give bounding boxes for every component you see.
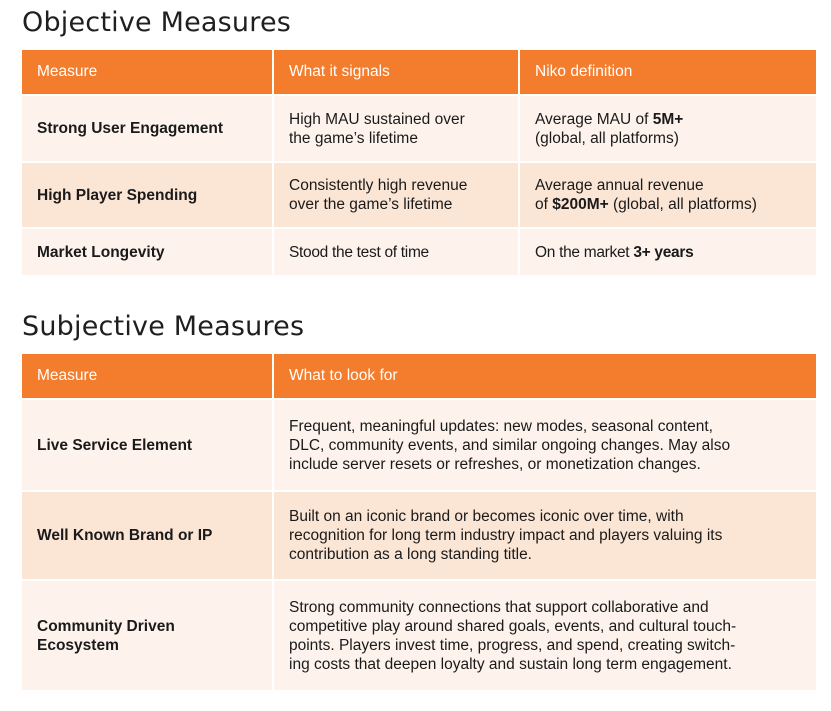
- definition-value: 3+ years: [633, 243, 694, 261]
- signal-cell: [273, 162, 519, 228]
- definition-cell: [519, 228, 816, 275]
- definition-text: On the market: [535, 243, 634, 261]
- signal-line: High MAU sustained over: [289, 110, 465, 128]
- table-row: [22, 399, 816, 491]
- definition-text: (global, all platforms): [608, 196, 757, 213]
- description-cell: [273, 580, 816, 690]
- measure-cell: Well Known Brand or IP: [22, 491, 273, 580]
- header-measure: Measure: [22, 50, 273, 95]
- objective-measures-table: [22, 50, 816, 275]
- header-measure: Measure: [22, 354, 273, 399]
- description-line: Built on an iconic brand or becomes iconic over time, with: [289, 508, 684, 525]
- description-line: Strong community connections that support collaborative and: [289, 598, 709, 616]
- table-row: [22, 491, 816, 580]
- signal-line: over the game’s lifetime: [289, 196, 453, 213]
- measure-cell: Market Longevity: [22, 228, 273, 275]
- measure-cell: Live Service Element: [22, 399, 273, 491]
- description-cell: [273, 491, 816, 580]
- measure-cell: [22, 580, 273, 690]
- measure-cell: Strong User Engagement: [22, 95, 273, 162]
- objective-measures-title: Objective Measures: [22, 7, 292, 38]
- description-line: ing costs that deepen loyalty and sustain long term engagement.: [289, 655, 732, 673]
- description-line: recognition for long term industry impact and players valuing its: [289, 527, 723, 544]
- definition-value: $200M+: [552, 196, 609, 213]
- signal-cell: Stood the test of time: [273, 228, 519, 275]
- table-row: [22, 95, 816, 162]
- definition-text: Average MAU of: [535, 110, 653, 128]
- signal-line: Consistently high revenue: [289, 177, 468, 194]
- description-cell: [273, 399, 816, 491]
- measure-cell: High Player Spending: [22, 162, 273, 228]
- signal-line: the game’s lifetime: [289, 129, 418, 147]
- signal-cell: [273, 95, 519, 162]
- definition-value: 5M+: [652, 110, 684, 128]
- definition-text: of: [535, 196, 553, 213]
- definition-cell: [519, 162, 816, 228]
- description-line: Frequent, meaningful updates: new modes, seasonal content,: [289, 417, 713, 435]
- subjective-measures-title: Subjective Measures: [22, 311, 305, 342]
- header-what-it-signals: What it signals: [273, 50, 519, 95]
- measure-line: Community Driven: [37, 617, 175, 635]
- description-line: include server resets or refreshes, or monetization changes.: [289, 455, 701, 473]
- description-line: competitive play around shared goals, events, and cultural touch-: [289, 617, 737, 635]
- description-line: DLC, community events, and similar ongoing changes. May also: [289, 436, 731, 454]
- header-what-to-look-for: What to look for: [273, 354, 816, 399]
- measure-line: Ecosystem: [37, 636, 119, 654]
- definition-text: (global, all platforms): [535, 129, 679, 147]
- table-header-row: [22, 354, 816, 399]
- table-header-row: [22, 50, 816, 95]
- table-row: [22, 580, 816, 690]
- table-row: [22, 162, 816, 228]
- subjective-measures-table: [22, 354, 816, 690]
- table-row: [22, 228, 816, 275]
- description-line: points. Players invest time, progress, and spend, creating switch-: [289, 636, 736, 654]
- description-line: contribution as a long standing title.: [289, 546, 532, 563]
- definition-cell: [519, 95, 816, 162]
- header-niko-definition: Niko definition: [519, 50, 816, 95]
- definition-text: Average annual revenue: [535, 177, 704, 194]
